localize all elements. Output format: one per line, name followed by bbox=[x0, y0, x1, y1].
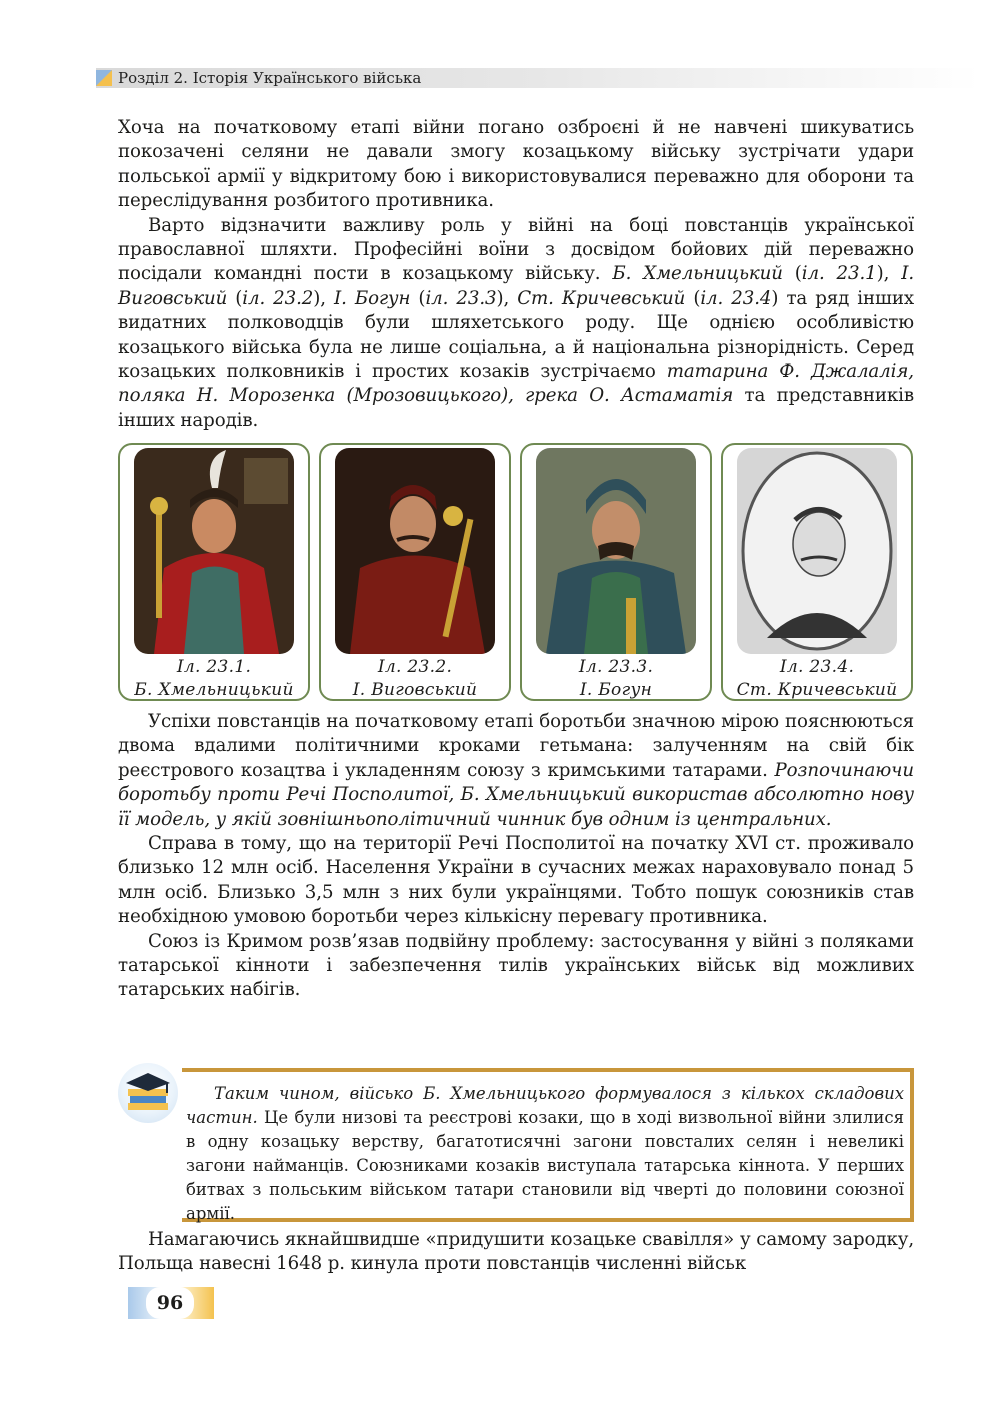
page-number: 96 bbox=[146, 1287, 194, 1319]
figure-23-4 bbox=[721, 443, 913, 701]
name-krychevsky: Ст. Кричевський bbox=[517, 287, 686, 309]
ref-23-3: іл. 23.3 bbox=[425, 287, 497, 309]
paragraph-1: Хоча на початковому етапі війни погано озброєні й не навчені шикуватись покозачені селяни не давали змогу козацькому війську зустрічати удари польської армії у відкритому бою і використовувалися переважно для оборони та переслідування розбитого противника. bbox=[118, 117, 914, 212]
italic-foreign-policy: Розпочинаючи боротьбу проти Речі Посполитої, Б. Хмельницький використав абсолютно нову її модель, у якій зовнішньополітичний чинник був одним із центральних. bbox=[118, 759, 914, 830]
figure-23-2 bbox=[319, 443, 511, 701]
portrait-vyhovsky-image bbox=[335, 448, 495, 654]
summary-callout bbox=[182, 1068, 914, 1222]
paragraph-5: Союз із Кримом розв’язав подвійну проблему: застосування у війні з поляками татарської кінноти і забезпечення тилів українських військ від можливих татарських набігів. bbox=[118, 930, 914, 1001]
books-graduation-cap-icon bbox=[118, 1063, 178, 1123]
name-bohun: І. Богун bbox=[334, 287, 411, 309]
running-header bbox=[96, 68, 980, 88]
text-block-top bbox=[118, 116, 914, 433]
ref-23-4: іл. 23.4 bbox=[700, 287, 772, 309]
header-corner-mark bbox=[96, 70, 112, 86]
caption-name: І. Виговський bbox=[352, 680, 478, 700]
caption-name: Б. Хмельницький bbox=[134, 680, 294, 700]
caption-name: І. Богун bbox=[579, 680, 653, 700]
paragraph-6: Намагаючись якнайшвидше «придушити козацьке свавілля» у самому зародку, Польща навесні 1648 р. кинула проти повстанців численні військ bbox=[118, 1229, 914, 1275]
caption-number: Іл. 23.4. bbox=[779, 657, 855, 677]
portrait-khmelnytsky-image bbox=[134, 448, 294, 654]
chapter-title: Розділ 2. Історія Українського війська bbox=[118, 69, 422, 87]
text-block-bottom bbox=[118, 1228, 914, 1277]
caption-name: Ст. Кричевський bbox=[736, 680, 898, 700]
figure-23-1 bbox=[118, 443, 310, 701]
caption-number: Іл. 23.1. bbox=[176, 657, 252, 677]
name-khmelnytsky: Б. Хмельницький bbox=[612, 263, 783, 285]
portrait-bohun-image bbox=[536, 448, 696, 654]
caption-number: Іл. 23.3. bbox=[578, 657, 654, 677]
italic-nationalities: татарина Ф. Джалалія, поляка Н. Морозенка (Мрозовицького), грека О. Астаматія bbox=[118, 361, 914, 407]
name-vyhovsky: І. Виговський bbox=[118, 263, 915, 309]
callout-italic: Таким чином, військо Б. Хмельницького формувалося з кількох складових частин. bbox=[186, 1084, 904, 1127]
paragraph-3: Успіхи повстанців на початковому етапі боротьби значною мірою пояснюються двома вдалими політичними кроками гетьмана: залученням на свій бік реєстрового козацтва і укладенням союзу з кримськими татарами. Розпочинаючи боротьбу проти Речі Посполитої, Б. Хмельницький використав абсолютно нову її модель, у якій зовнішньополітичний чинник був одним із центральних. bbox=[118, 711, 914, 830]
callout-text: Таким чином, військо Б. Хмельницького формувалося з кількох складових частин. Це були низові та реєстрові козаки, що в ході визвольної війни злилися в одну козацьку верству, багатотисячні загони повсталих селян і невеликі загони найманців. Союзниками козаків виступала татарська кіннота. У перших битвах з польським військом татари становили від чверті до половини союзної армії. bbox=[186, 1084, 904, 1223]
paragraph-2: Варто відзначити важливу роль у війні на боці повстанців української православної шляхти. Професійні воїни з досвідом бойових дій переважно посідали командні пости в козацькому війську. Б. Хмельницький (іл. 23.1), І. Виговський (іл. 23.2), І. Богун (іл. 23.3), Ст. Кричевський (іл. 23.4) та ряд інших видатних полководців були шляхетського роду. Ще однією особливістю козацького війська була не лише соціальна, а й національна різнорідність. Серед козацьких полковників і простих козаків зустрічаємо татарина Ф. Джалалія, поляка Н. Морозенка (Мрозовицького), грека О. Астаматія та представників інших народів. bbox=[118, 214, 915, 431]
paragraph-4: Справа в тому, що на території Речі Посполитої на початку XVI ст. проживало близько 12 млн осіб. Населення України в сучасних межах нараховувало понад 5 млн осіб. Близько 3,5 млн з них були українцями. Тобто пошук союзників став необхідною умовою боротьби через кількісну перевагу противника. bbox=[118, 833, 914, 928]
text-block-middle bbox=[118, 710, 914, 1003]
ref-23-1: іл. 23.1 bbox=[801, 263, 877, 285]
ref-23-2: іл. 23.2 bbox=[242, 287, 314, 309]
portrait-gallery bbox=[118, 443, 914, 703]
caption-number: Іл. 23.2. bbox=[377, 657, 453, 677]
figure-23-3 bbox=[520, 443, 712, 701]
portrait-krychevsky-image bbox=[737, 448, 897, 654]
